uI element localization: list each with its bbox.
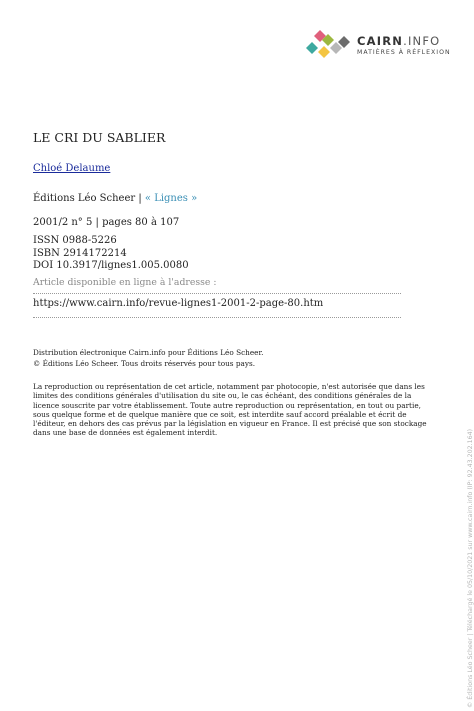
distribution-notice [33, 347, 264, 369]
publisher-separator: | [135, 193, 145, 204]
legal-line: sous quelque forme et de quelque manière que ce soit, est interdite sauf accord préalable et écrit de [33, 409, 407, 419]
logo-domain: .INFO [403, 34, 441, 48]
identifiers [33, 235, 189, 273]
cairn-logo-icon [304, 28, 352, 64]
article-title: LE CRI DU SABLIER [33, 130, 166, 145]
legal-line: La reproduction ou représentation de cet article, notamment par photocopie, n'est autorisée que dans les [33, 382, 425, 391]
legal-notice [33, 382, 453, 438]
legal-line: limites des conditions générales d'utilisation du site ou, le cas échéant, des conditions générales de la [33, 391, 412, 401]
legal-line: l'éditeur, en dehors des cas prévus par la législation en vigueur en France. Il est précisé que son stockage [33, 419, 427, 429]
logo-diamond-teal [306, 42, 318, 54]
logo-name: CAIRN [357, 34, 404, 48]
article-url-link[interactable]: https://www.cairn.info/revue-lignes1-2001-2-page-80.htm [33, 298, 324, 309]
availability-label: Article disponible en ligne à l'adresse : [33, 277, 217, 288]
legal-line: licence souscrite par votre établissement. Toute autre reproduction ou représentation, en tout ou partie, [33, 400, 421, 410]
publisher-name: Éditions Léo Scheer [33, 193, 136, 204]
publisher-line [33, 193, 197, 204]
divider-top [33, 293, 401, 294]
issn: ISSN 0988-5226 [33, 235, 117, 246]
logo-wordmark [357, 34, 440, 48]
cairn-logo[interactable] [304, 28, 454, 64]
legal-line: dans une base de données est également interdit. [33, 428, 218, 438]
copyright-line: © Éditions Léo Scheer. Tous droits réservés pour tous pays. [33, 359, 256, 368]
distribution-line: Distribution électronique Cairn.info pour Éditions Léo Scheer. [33, 348, 264, 357]
collection-link[interactable]: « Lignes » [144, 193, 198, 204]
divider-bottom [33, 317, 401, 318]
issue-info: 2001/2 n° 5 | pages 80 à 107 [33, 217, 180, 228]
isbn: ISBN 2914172214 [33, 247, 127, 259]
logo-diamond-yellow [318, 46, 330, 58]
author-link[interactable]: Chloé Delaume [33, 163, 111, 174]
download-watermark: © Éditions Léo Scheer | Téléchargé le 05/10/2021 sur www.cairn.info (IP: 92.43.202.164) [467, 428, 474, 708]
doi: DOI 10.3917/lignes1.005.0080 [33, 260, 189, 271]
logo-tagline: MATIÈRES À RÉFLEXION [357, 49, 451, 56]
